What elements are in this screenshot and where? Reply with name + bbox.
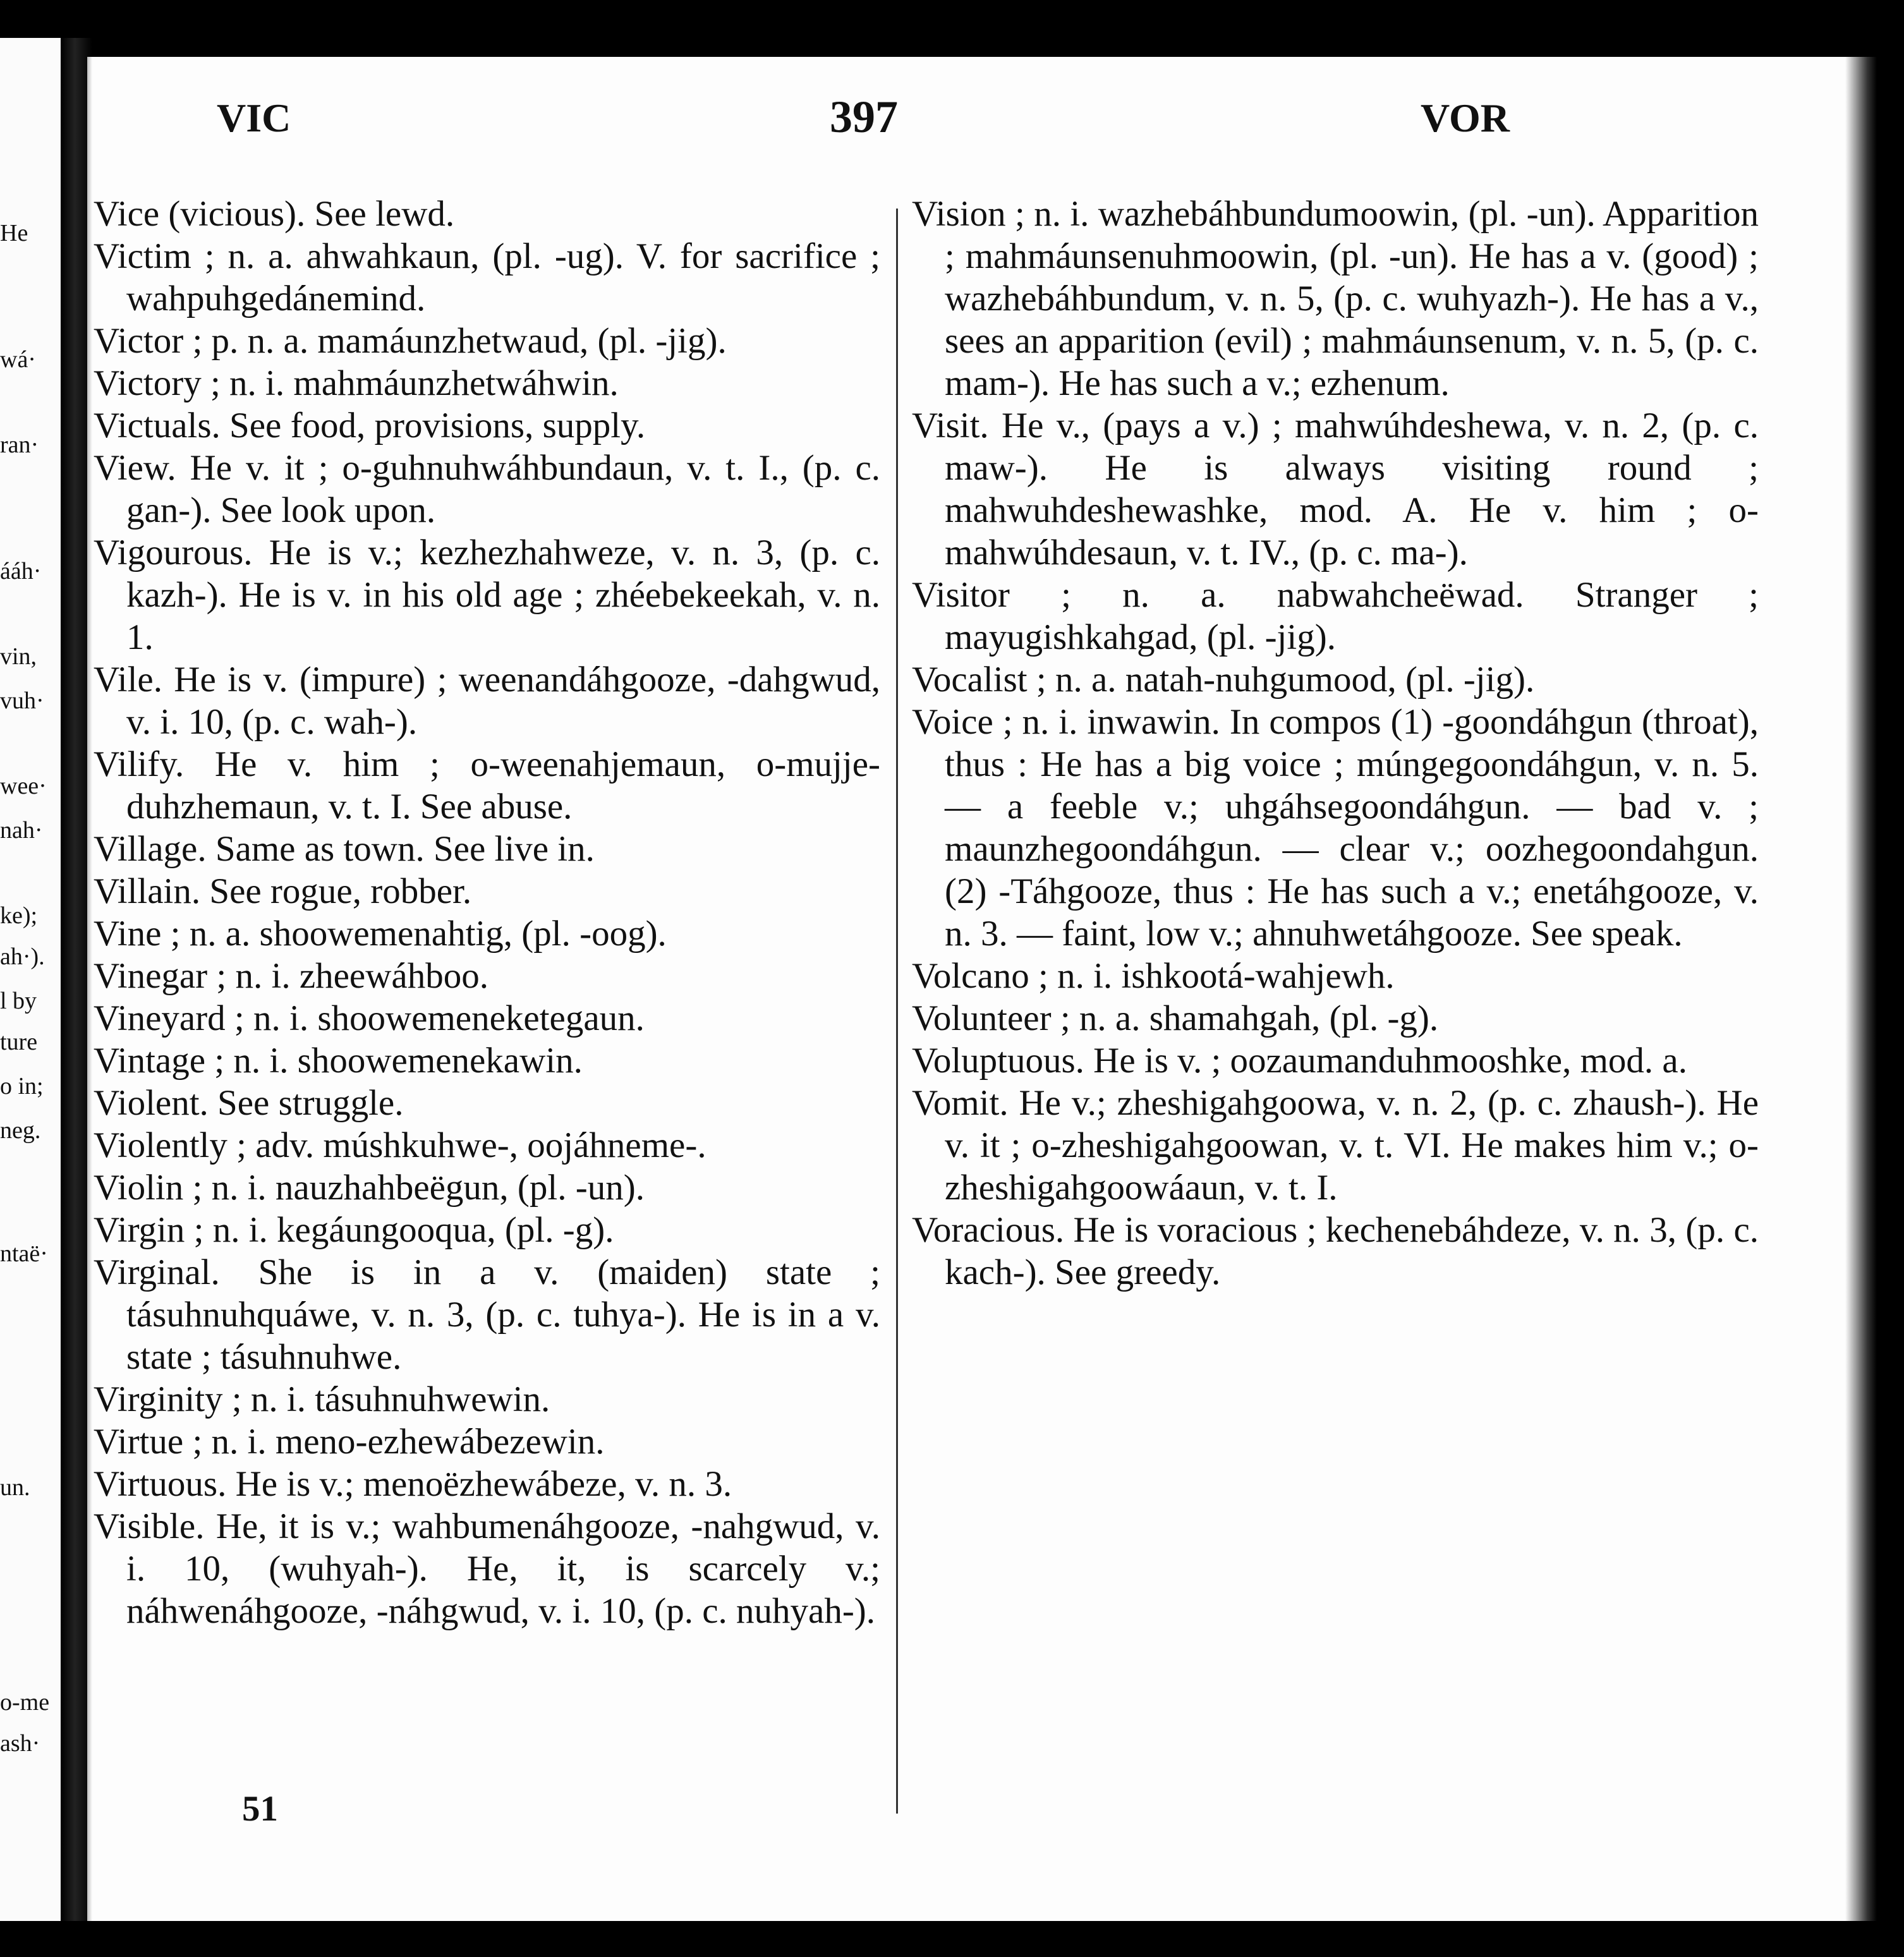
entry-vision: Vision ; n. i. wazhebáhbundumoowin, (pl. -un). Apparition ; mahmáunsenuhmoowin, (pl. -un). He has a v. (good) ; wazhebáhbundum, v. n. 5, (p. c. wuhyazh-). He has a v., sees an apparition (evil) ; mahmáunsenum, v. n. 5, (p. c. mam-). He has such a v.; ezhenum. <box>912 194 1759 403</box>
entry-virtue: Virtue ; n. i. meno-ezhewábezewin. <box>94 1422 605 1462</box>
facing-page-fragment: wá· <box>0 346 36 373</box>
right-column <box>912 193 1759 1294</box>
right-guide-word: VOR <box>1421 95 1510 140</box>
entry-vigourous: Vigourous. He is v.; kezhezhahweze, v. n. 3, (p. c. kazh-). He is v. in his old age ; zhéebekeekah, v. n. 1. <box>94 533 880 657</box>
entry-vineyard: Vineyard ; n. i. shoowemeneketegaun. <box>94 998 645 1038</box>
entry-virtuous: Virtuous. He is v.; menoëzhewábeze, v. n. 3. <box>94 1464 732 1504</box>
facing-page-fragment: ash· <box>0 1730 40 1757</box>
facing-page-fragment: ntaë· <box>0 1240 48 1267</box>
entry-voracious: Voracious. He is voracious ; kechenebáhdeze, v. n. 3, (p. c. kach-). See greedy. <box>912 1210 1759 1292</box>
entry-voice: Voice ; n. i. inwawin. In compos (1) -goondáhgun (throat), thus : He has a big voice ; múngegoondáhgun, v. n. 5. — a feeble v.; uhgáhsegoondáhgun. — bad v. ; maunzhegoondáhgun. — clear v.; oozhegoondahgun. (2) -Táhgooze, thus : He has such a v.; enetáhgooze, v. n. 3. — faint, low v.; ahnuhwetáhgooze. See speak. <box>912 702 1759 954</box>
entry-visible: Visible. He, it is v.; wahbumenáhgooze, -nahgwud, v. i. 10, (wuhyah-). He, it, is scarcely v.; náhwenáhgooze, -náhgwud, v. i. 10, (p. c. nuhyah-). <box>94 1506 880 1631</box>
facing-page-fragment: wee· <box>0 773 47 799</box>
entry-vocalist: Vocalist ; n. a. natah-nuhgumood, (pl. -jig). <box>912 660 1535 700</box>
signature-mark: 51 <box>242 1789 278 1829</box>
facing-page-sliver <box>0 38 63 1921</box>
entry-view: View. He v. it ; o-guhnuhwáhbundaun, v. t. I., (p. c. gan-). See look upon. <box>94 448 880 530</box>
facing-page-fragment: vuh· <box>0 688 44 714</box>
entry-village: Village. Same as town. See live in. <box>94 829 595 869</box>
facing-page-fragment: l by <box>0 988 37 1014</box>
entry-vintage: Vintage ; n. i. shoowemenekawin. <box>94 1041 583 1081</box>
entry-vinegar: Vinegar ; n. i. zheewáhboo. <box>94 956 488 996</box>
entry-vomit: Vomit. He v.; zheshigahgoowa, v. n. 2, (p. c. zhaush-). He v. it ; o-zheshigahgoowan, v. t. VI. He makes him v.; o-zheshigahgoowáaun, v. t. I. <box>912 1083 1759 1208</box>
facing-page-fragment: neg. <box>0 1117 41 1144</box>
left-guide-word: VIC <box>217 95 291 140</box>
entry-violent: Violent. See struggle. <box>94 1083 404 1123</box>
entry-victim: Victim ; n. a. ahwahkaun, (pl. -ug). V. for sacrifice ; wahpuhgedánemind. <box>94 236 880 318</box>
entry-villain: Villain. See rogue, robber. <box>94 871 472 911</box>
facing-page-fragment: ah·). <box>0 943 45 970</box>
entry-voluptuous: Voluptuous. He is v. ; oozaumanduhmooshke, mod. a. <box>912 1041 1687 1081</box>
facing-page-fragment: ran· <box>0 432 39 458</box>
entry-virgin: Virgin ; n. i. kegáungooqua, (pl. -g). <box>94 1210 614 1250</box>
entry-victuals: Victuals. See food, provisions, supply. <box>94 406 646 445</box>
facing-page-fragment: ture <box>0 1029 38 1055</box>
entry-violently: Violently ; adv. múshkuhwe-, oojáhneme-. <box>94 1125 706 1165</box>
dictionary-page <box>87 57 1869 1921</box>
page-number: 397 <box>830 92 898 142</box>
entry-virginal: Virginal. She is in a v. (maiden) state ; tásuhnuhquáwe, v. n. 3, (p. c. tuhya-). He is in a v. state ; tásuhnuhwe. <box>94 1252 880 1377</box>
facing-page-fragment: He <box>0 220 28 246</box>
gutter-shadow <box>61 38 92 1921</box>
entry-vile: Vile. He is v. (impure) ; weenandáhgooze, -dahgwud, v. i. 10, (p. c. wah-). <box>94 660 880 742</box>
entry-visit: Visit. He v., (pays a v.) ; mahwúhdeshewa, v. n. 2, (p. c. maw-). He is always visiting round ; mahwuhdeshewashke, mod. A. He v. him ; o-mahwúhdesaun, v. t. IV., (p. c. ma-). <box>912 406 1759 573</box>
facing-page-fragment: un. <box>0 1474 30 1501</box>
entry-virginity: Virginity ; n. i. tásuhnuhwewin. <box>94 1379 550 1419</box>
facing-page-fragment: ááh· <box>0 558 42 585</box>
entry-volcano: Volcano ; n. i. ishkootá-wahjewh. <box>912 956 1395 996</box>
facing-page-fragment: ke); <box>0 902 38 929</box>
facing-page-fragment: o in; <box>0 1073 44 1100</box>
column-divider <box>896 209 898 1814</box>
entry-victor: Victor ; p. n. a. mamáunzhetwaud, (pl. -jig). <box>94 321 727 361</box>
running-header <box>87 92 1869 152</box>
entry-vilify: Vilify. He v. him ; o-weenahjemaun, o-mujje-duhzhemaun, v. t. I. See abuse. <box>94 744 880 827</box>
entry-vice: Vice (vicious). See lewd. <box>94 194 455 234</box>
left-column <box>94 193 880 1632</box>
facing-page-fragment: o-me <box>0 1689 50 1716</box>
facing-page-fragment: nah· <box>0 817 43 844</box>
entry-victory: Victory ; n. i. mahmáunzhetwáhwin. <box>94 363 619 403</box>
page-edge-shadow <box>1845 57 1877 1921</box>
entry-visitor: Visitor ; n. a. nabwahcheëwad. Stranger ; mayugishkahgad, (pl. -jig). <box>912 575 1759 657</box>
entry-vine: Vine ; n. a. shoowemenahtig, (pl. -oog). <box>94 914 667 954</box>
facing-page-fragment: vin, <box>0 643 37 670</box>
entry-violin: Violin ; n. i. nauzhahbeëgun, (pl. -un). <box>94 1168 645 1208</box>
entry-volunteer: Volunteer ; n. a. shamahgah, (pl. -g). <box>912 998 1439 1038</box>
